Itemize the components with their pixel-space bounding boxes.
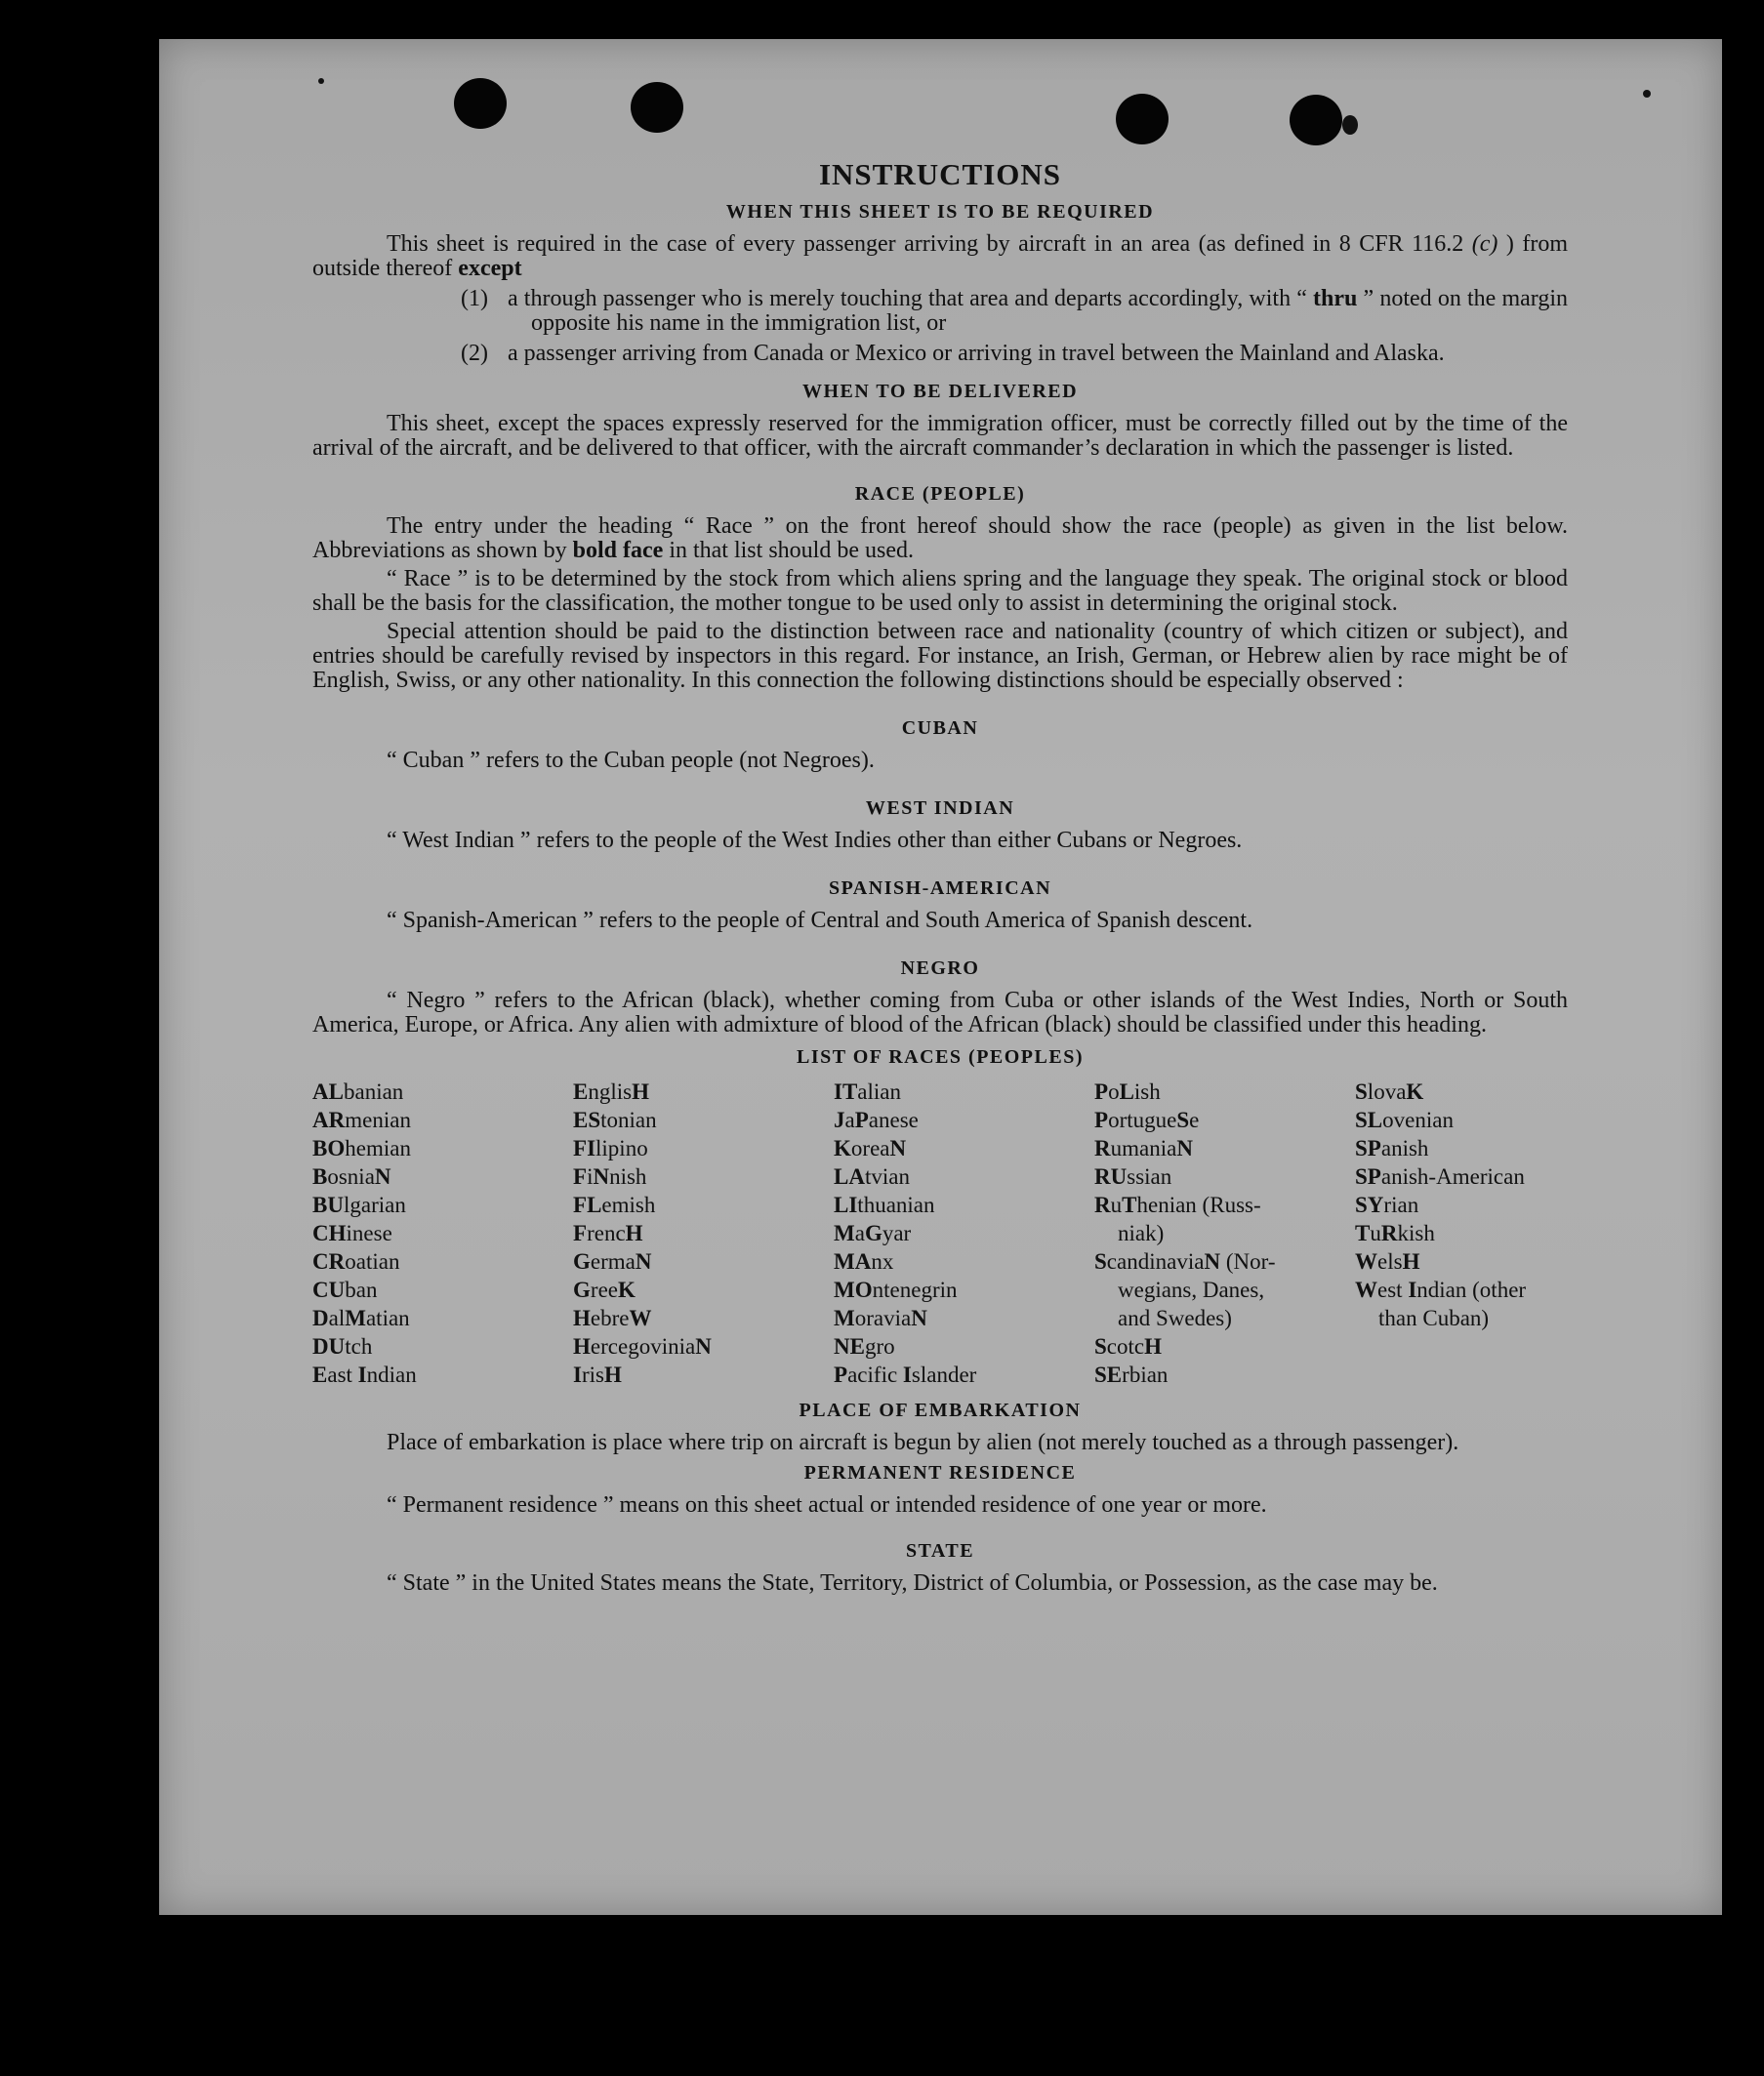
race-entry	[312, 1162, 573, 1191]
race-entry	[834, 1078, 1094, 1106]
section-heading: STATE	[905, 1540, 975, 1562]
paragraph: “ West Indian ” refers to the people of the West Indies other than either Cubans or Negroes.	[387, 828, 1243, 853]
race-name: SYrian	[1355, 1193, 1419, 1217]
paragraph: Place of embarkation is place where trip on aircraft is begun by alien (not merely touched as a through passenger).	[387, 1430, 1459, 1455]
race-name: FrencH	[573, 1221, 643, 1245]
race-entry	[834, 1247, 1094, 1276]
race-name: FLemish	[573, 1193, 656, 1217]
race-entry	[312, 1219, 573, 1247]
section-heading: WHEN THIS SHEET IS TO BE REQUIRED	[725, 201, 1155, 223]
race-name: RUssian	[1094, 1164, 1172, 1189]
section-heading: SPANISH-AMERICAN	[828, 877, 1052, 899]
race-name-continued: and Swedes)	[1118, 1306, 1232, 1330]
race-entry	[312, 1247, 573, 1276]
race-name: SPanish-American	[1355, 1164, 1525, 1189]
race-name: MOntenegrin	[834, 1278, 958, 1302]
race-name: IrisH	[573, 1363, 622, 1387]
race-entry	[1094, 1106, 1355, 1134]
paragraph: Special attention should be paid to the distinction between race and nationality (country of which citizen or subject), and entries should be carefully revised by inspectors in this regard. For instance, an Irish, German, or Hebrew alien by race might be of English, Swiss, or any other nationality. In this connection the following distinctions should be especially observed :	[312, 619, 1568, 693]
race-entry	[1355, 1191, 1568, 1219]
race-entry	[312, 1361, 573, 1389]
punch-hole	[454, 78, 507, 129]
race-name: CUban	[312, 1278, 378, 1302]
numbered-list	[312, 287, 1568, 366]
race-name-continued: wegians, Danes,	[1118, 1278, 1265, 1302]
race-name: Pacific Islander	[834, 1363, 977, 1387]
race-name: West Indian (other	[1355, 1278, 1527, 1302]
race-name: TuRkish	[1355, 1221, 1435, 1245]
section-heading: LIST OF RACES (PEOPLES)	[796, 1046, 1084, 1068]
race-name-continued: niak)	[1118, 1221, 1165, 1245]
race-entry	[1355, 1162, 1568, 1191]
race-entry	[573, 1191, 834, 1219]
document-title: INSTRUCTIONS	[818, 157, 1061, 191]
race-entry	[573, 1332, 834, 1361]
race-name: SlovaK	[1355, 1079, 1424, 1104]
race-name: PoLish	[1094, 1079, 1161, 1104]
race-name: ScandinaviaN (Nor-	[1094, 1249, 1276, 1274]
race-list	[312, 1078, 1568, 1389]
race-column	[834, 1078, 1094, 1389]
race-entry	[312, 1078, 573, 1106]
race-name: SErbian	[1094, 1363, 1169, 1387]
race-entry	[1094, 1361, 1355, 1389]
race-name: FIlipino	[573, 1136, 648, 1160]
section-heading: RACE (PEOPLE)	[854, 483, 1026, 505]
race-entry	[1355, 1247, 1568, 1276]
race-name: ARmenian	[312, 1108, 411, 1132]
race-name: HebreW	[573, 1306, 652, 1330]
race-entry	[312, 1191, 573, 1219]
paragraph: “ Negro ” refers to the African (black), whether coming from Cuba or other islands of the West Indies, North or South America, Europe, or Africa. Any alien with admixture of blood of the African (black) should be classified under this heading.	[312, 988, 1568, 1038]
race-name: BosniaN	[312, 1164, 391, 1189]
punch-hole	[631, 82, 683, 133]
race-name: MoraviaN	[834, 1306, 927, 1330]
paragraph: This sheet is required in the case of every passenger arriving by aircraft in an area (as defined in 8 CFR 116.2 (c) ) from outside thereof except	[312, 231, 1568, 281]
race-entry	[1355, 1219, 1568, 1247]
race-entry	[1094, 1162, 1355, 1191]
race-name: BOhemian	[312, 1136, 411, 1160]
race-column	[573, 1078, 834, 1389]
paragraph: This sheet, except the spaces expressly reserved for the immigration officer, must be correctly filled out by the time of the arrival of the aircraft, and be delivered to that officer, with the aircraft commander’s declaration in which the passenger is listed.	[312, 411, 1568, 461]
race-name: East Indian	[312, 1363, 417, 1387]
race-column	[312, 1078, 573, 1389]
race-entry	[1094, 1191, 1355, 1247]
section-heading: WHEN TO BE DELIVERED	[801, 381, 1079, 402]
race-name: LAtvian	[834, 1164, 910, 1189]
race-entry	[573, 1276, 834, 1304]
race-name: CRoatian	[312, 1249, 400, 1274]
speck	[318, 78, 324, 84]
race-name: FiNnish	[573, 1164, 647, 1189]
race-entry	[1355, 1134, 1568, 1162]
race-name: PortugueSe	[1094, 1108, 1200, 1132]
race-entry	[573, 1134, 834, 1162]
race-entry	[312, 1332, 573, 1361]
race-name: GermaN	[573, 1249, 652, 1274]
race-entry	[834, 1332, 1094, 1361]
section-heading: CUBAN	[901, 717, 979, 739]
list-item: (2) a passenger arriving from Canada or Mexico or arriving in travel between the Mainland and Alaska.	[461, 341, 1445, 366]
race-entry	[573, 1162, 834, 1191]
race-name: EnglisH	[573, 1079, 649, 1104]
punch-hole	[1116, 94, 1169, 144]
race-name: LIthuanian	[834, 1193, 935, 1217]
race-entry	[312, 1106, 573, 1134]
race-entry	[834, 1219, 1094, 1247]
race-name: RuThenian (Russ-	[1094, 1193, 1261, 1217]
race-column	[1094, 1078, 1355, 1389]
race-name: HercegoviniaN	[573, 1334, 712, 1359]
speck	[1643, 90, 1651, 98]
race-entry	[1355, 1276, 1568, 1332]
race-name: DUtch	[312, 1334, 373, 1359]
race-entry	[573, 1106, 834, 1134]
race-name: EStonian	[573, 1108, 657, 1132]
race-entry	[573, 1304, 834, 1332]
race-entry	[1355, 1106, 1568, 1134]
race-name-continued: than Cuban)	[1378, 1306, 1490, 1330]
paragraph: “ Cuban ” refers to the Cuban people (not Negroes).	[387, 748, 875, 773]
race-entry	[834, 1304, 1094, 1332]
race-entry	[834, 1106, 1094, 1134]
race-entry	[1094, 1134, 1355, 1162]
race-name: SPanish	[1355, 1136, 1429, 1160]
race-entry	[834, 1361, 1094, 1389]
race-name: ITalian	[834, 1079, 902, 1104]
paragraph: “ Permanent residence ” means on this sheet actual or intended residence of one year or more.	[387, 1492, 1267, 1518]
paragraph: “ State ” in the United States means the State, Territory, District of Columbia, or Possession, as the case may be.	[387, 1570, 1438, 1596]
race-entry	[312, 1304, 573, 1332]
race-entry	[573, 1078, 834, 1106]
race-entry	[834, 1134, 1094, 1162]
race-name: NEgro	[834, 1334, 895, 1359]
race-name: ALbanian	[312, 1079, 404, 1104]
paragraph: “ Race ” is to be determined by the stock from which aliens spring and the language they speak. The original stock or blood shall be the basis for the classification, the mother tongue to be used only to assist in determining the original stock.	[312, 566, 1568, 616]
race-name: ScotcH	[1094, 1334, 1163, 1359]
race-name: JaPanese	[834, 1108, 919, 1132]
race-name: MaGyar	[834, 1221, 912, 1245]
race-name: RumaniaN	[1094, 1136, 1193, 1160]
race-entry	[573, 1361, 834, 1389]
race-name: CHinese	[312, 1221, 392, 1245]
document-content	[312, 156, 1568, 1600]
race-name: DalMatian	[312, 1306, 410, 1330]
speck	[1342, 115, 1358, 135]
paragraph: “ Spanish-American ” refers to the people of Central and South America of Spanish descent.	[387, 908, 1253, 933]
race-column	[1355, 1078, 1568, 1389]
list-item: (1) a through passenger who is merely touching that area and departs accordingly, with “ thru ” noted on the margin opposite his name in the immigration list, or	[461, 286, 1568, 336]
section-heading: WEST INDIAN	[865, 797, 1015, 819]
race-name: WelsH	[1355, 1249, 1420, 1274]
race-entry	[1094, 1247, 1355, 1332]
section-heading: PLACE OF EMBARKATION	[799, 1400, 1082, 1421]
section-heading: NEGRO	[900, 957, 980, 979]
race-entry	[834, 1276, 1094, 1304]
race-name: MAnx	[834, 1249, 894, 1274]
race-entry	[312, 1134, 573, 1162]
punch-hole	[1290, 95, 1342, 145]
race-name: KoreaN	[834, 1136, 907, 1160]
race-entry	[312, 1276, 573, 1304]
race-entry	[1094, 1332, 1355, 1361]
race-entry	[834, 1191, 1094, 1219]
race-entry	[573, 1247, 834, 1276]
race-name: BUlgarian	[312, 1193, 406, 1217]
race-entry	[1355, 1078, 1568, 1106]
race-name: GreeK	[573, 1278, 636, 1302]
race-entry	[573, 1219, 834, 1247]
section-heading: PERMANENT RESIDENCE	[803, 1462, 1077, 1484]
paragraph: The entry under the heading “ Race ” on the front hereof should show the race (people) as given in the list below. Abbreviations as shown by bold face in that list should be used.	[312, 513, 1568, 563]
race-entry	[834, 1162, 1094, 1191]
race-name: SLovenian	[1355, 1108, 1454, 1132]
race-entry	[1094, 1078, 1355, 1106]
